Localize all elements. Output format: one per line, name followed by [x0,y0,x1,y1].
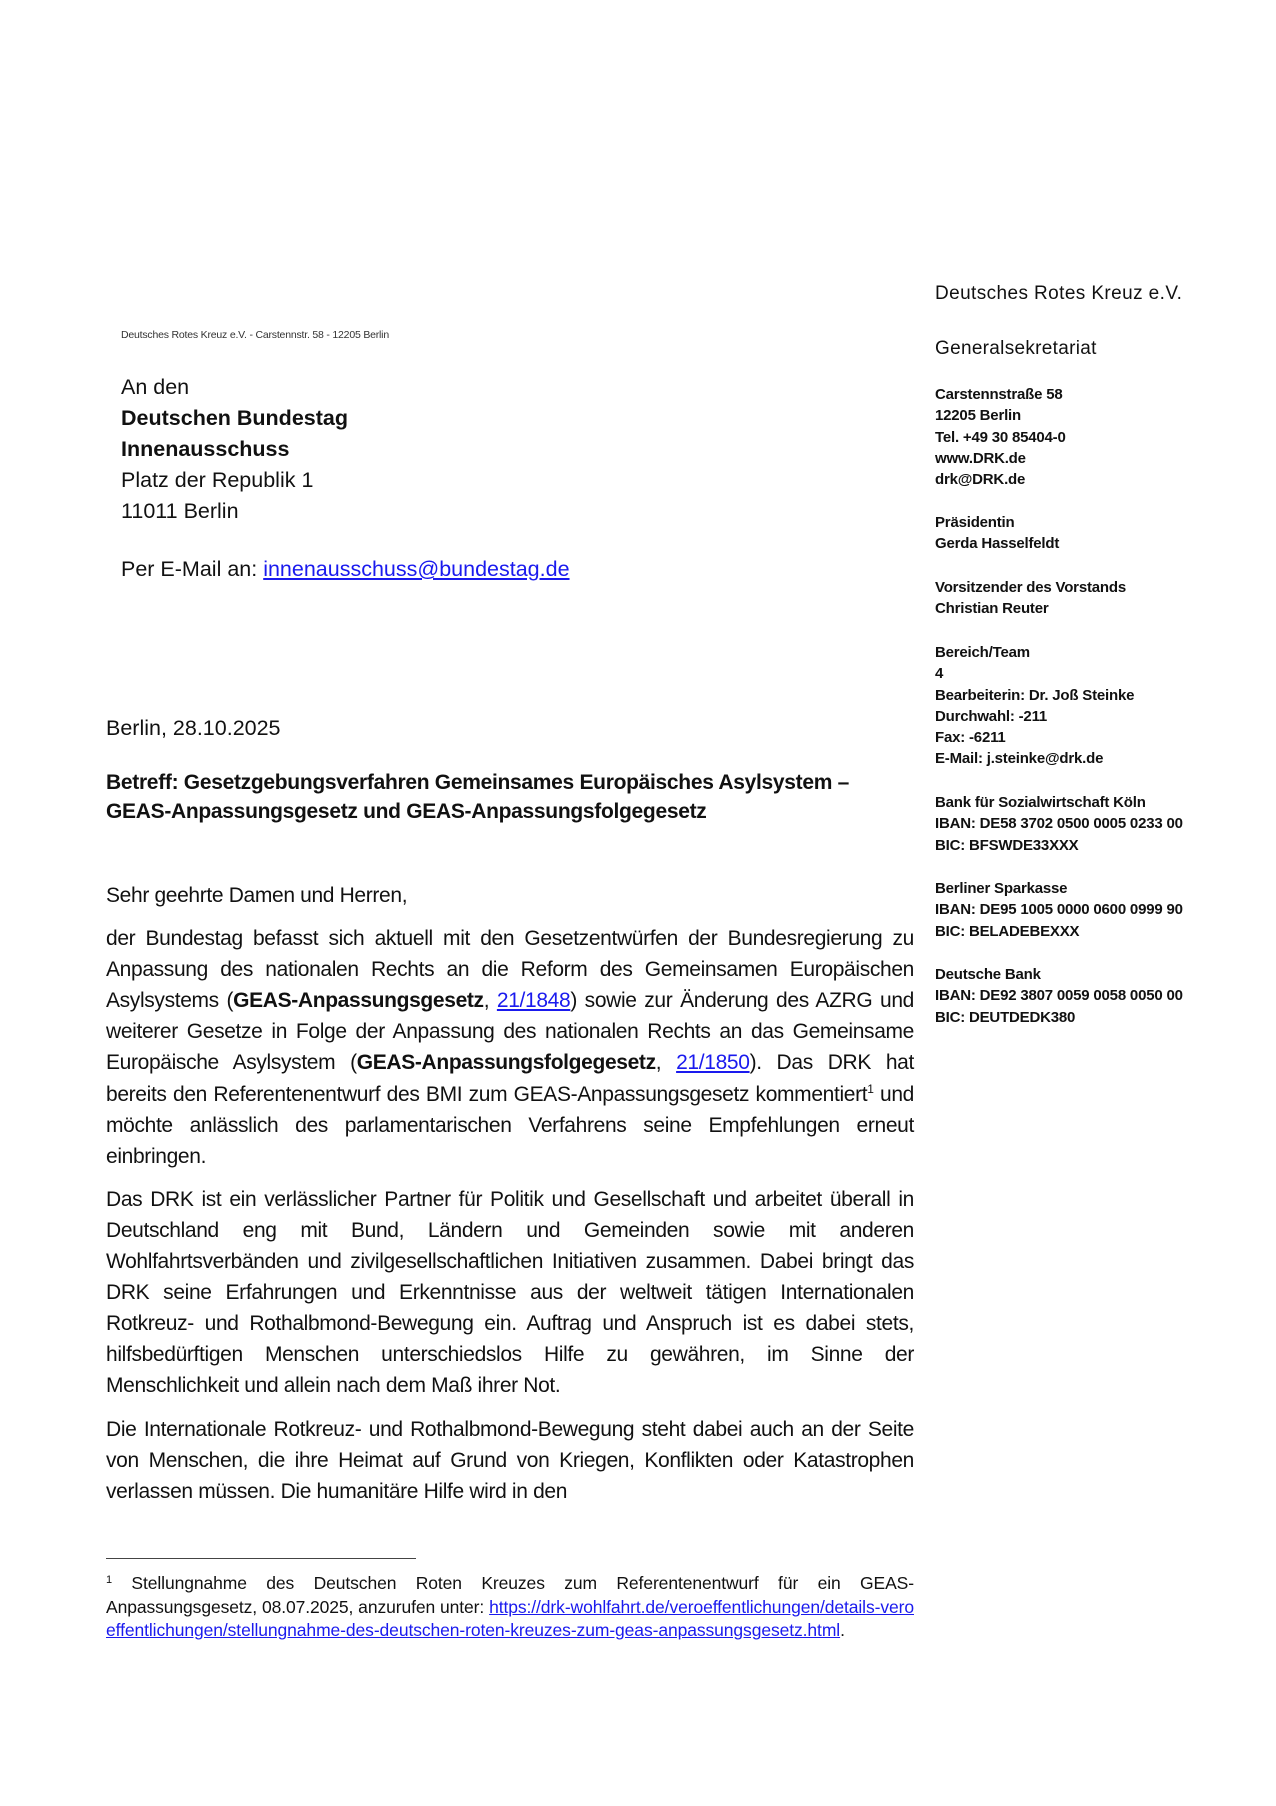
recipient-name: Deutschen Bundestag [121,406,348,430]
recipient-salutation-line: An den [121,375,190,399]
chair-label: Vorsitzender des Vorstands [935,579,1126,596]
contact-block [935,642,1134,770]
footnote-text: Stellungnahme des Deutschen Roten Kreuzes zum Referentenentwurf für ein GEAS-Anpassungsgesetz, 08.07.2025, anzurufen unter: [106,1573,914,1617]
letter-date: Berlin, 28.10.2025 [106,716,281,740]
handler: Bearbeiterin: Dr. Joß Steinke [935,686,1135,704]
direct-dial: Durchwahl: -211 [935,707,1048,725]
bank-iban: IBAN: DE58 3702 0500 0005 0233 00 [935,815,1183,833]
bank-bic: BIC: DEUTDEDK380 [935,1008,1076,1026]
bank-iban: IBAN: DE95 1005 0000 0600 0999 90 [935,901,1183,919]
sender-return-address: Deutsches Rotes Kreuz e.V. - Carstennstr. 58 - 12205 Berlin [121,329,389,341]
recipient-street: Platz der Republik 1 [121,468,314,492]
salutation: Sehr geehrte Damen und Herren, [106,884,408,907]
area-label: Bereich/Team [935,644,1030,661]
recipient-address-block [121,372,570,585]
bank-block-2 [935,878,1183,942]
org-city: 12205 Berlin [935,407,1021,425]
bill-name-2: GEAS-Anpassungsfolgegesetz [356,1051,656,1075]
letter-subject: Betreff: Gesetzgebungsverfahren Gemeinsames Europäisches Asylsystem – GEAS-Anpassungsgesetz und GEAS-Anpassungsfolgegesetz [106,771,849,823]
fax: Fax: -6211 [935,729,1006,747]
org-address-block [935,384,1066,490]
letter-body [106,880,914,1519]
footnote-reference[interactable]: 1 [867,1081,874,1096]
footnote-url-link[interactable]: https://drk-wohlfahrt.de/veroeffentlichungen/details-veroeffentlichungen/stellungnahme-des-deutschen-roten-kreuzes-zum-geas-anpassungsgesetz.html [106,1596,914,1641]
org-website: www.DRK.de [935,449,1026,467]
body-paragraph-2: Das DRK ist ein verlässlicher Partner für Politik und Gesellschaft und arbeitet überall in Deutschland eng mit Bund, Ländern und Gemeinden sowie mit anderen Wohlfahrtsverbänden und zivilgesellschaftlichen Initiativen zusammen. Dabei bringt das DRK seine Erfahrungen und Erkenntnisse aus der weltweit tätigen Internationalen Rotkreuz- und Rothalbmond-Bewegung ein. Auftrag und Anspruch ist es dabei stets, hilfsbedürftigen Menschen unterschiedslos Hilfe zu gewähren, im Sinne der Menschlichkeit und allein nach dem Maß ihrer Not. [106,1187,914,1398]
recipient-city: 11011 Berlin [121,499,239,523]
footnote-separator [106,1558,416,1559]
footnote-number: 1 [106,1574,113,1586]
org-name: Deutsches Rotes Kreuz e.V. [935,283,1183,304]
email-label: Per E-Mail an: [121,557,258,581]
president-block [935,512,1059,555]
org-street: Carstennstraße 58 [935,386,1063,403]
recipient-email-link[interactable]: innenausschuss@bundestag.de [263,557,570,581]
bank-bic: BIC: BFSWDE33XXX [935,836,1079,854]
bill-name-1: GEAS-Anpassungsgesetz [233,989,484,1013]
bank-iban: IBAN: DE92 3807 0059 0058 0050 00 [935,987,1183,1005]
drucksache-link-1850[interactable]: 21/1850 [676,1051,750,1075]
org-phone: Tel. +49 30 85404-0 [935,428,1066,446]
bank-block-3 [935,964,1183,1028]
bank-bic: BIC: BELADEBEXXX [935,922,1080,940]
president-label: Präsidentin [935,514,1015,531]
recipient-committee: Innenausschuss [121,437,290,461]
bank-block-1 [935,792,1183,856]
body-paragraph-1: der Bundestag befasst sich aktuell mit den Gesetzentwürfen der Bundesregierung zu Anpassung des nationalen Rechts an die Reform des Gemeinsamen Europäischen Asylsystems (GEAS-Anpassungsgesetz, 21/1848) sowie zur Änderung des AZRG und weiterer Gesetze in Folge der Anpassung des nationalen Rechts an das Gemeinsame Europäische Asylsystem (GEAS-Anpassungsfolgegesetz, 21/1850). Das DRK hat bereits den Referentenentwurf des BMI zum GEAS-Anpassungsgesetz kommentiert$^1$ und möchte anlässlich des parlamentarischen Verfahrens seine Empfehlungen erneut einbringen. [106,927,914,1168]
chair-block [935,577,1126,620]
bank-name: Bank für Sozialwirtschaft Köln [935,794,1146,811]
drucksache-link-1848[interactable]: 21/1848 [496,989,571,1013]
president-name: Gerda Hasselfeldt [935,535,1060,553]
area-value: 4 [935,665,944,683]
org-email: drk@DRK.de [935,471,1026,489]
bank-name: Berliner Sparkasse [935,880,1068,897]
chair-name: Christian Reuter [935,600,1049,618]
bank-name: Deutsche Bank [935,966,1041,983]
contact-email: E-Mail: j.steinke@drk.de [935,750,1104,768]
recipient-email-line [121,554,570,585]
body-paragraph-3: Die Internationale Rotkreuz- und Rothalbmond-Bewegung steht dabei auch an der Seite von Menschen, die ihre Heimat auf Grund von Kriegen, Konflikten oder Katastrophen verlassen müssen. Die humanitäre Hilfe wird in den [106,1417,914,1503]
footnote: $^1$ Stellungnahme des Deutschen Roten Kreuzes zum Referentenentwurf für ein GEAS-Anpassungsgesetz, 08.07.2025, anzurufen unter: https://drk-wohlfahrt.de/veroeffentlichungen/details-veroeffentlichungen/stellungnahme-des-deutschen-roten-kreuzes-zum-geas-anpassungsgesetz.html. [106,1573,914,1641]
department: Generalsekretariat [935,338,1097,359]
